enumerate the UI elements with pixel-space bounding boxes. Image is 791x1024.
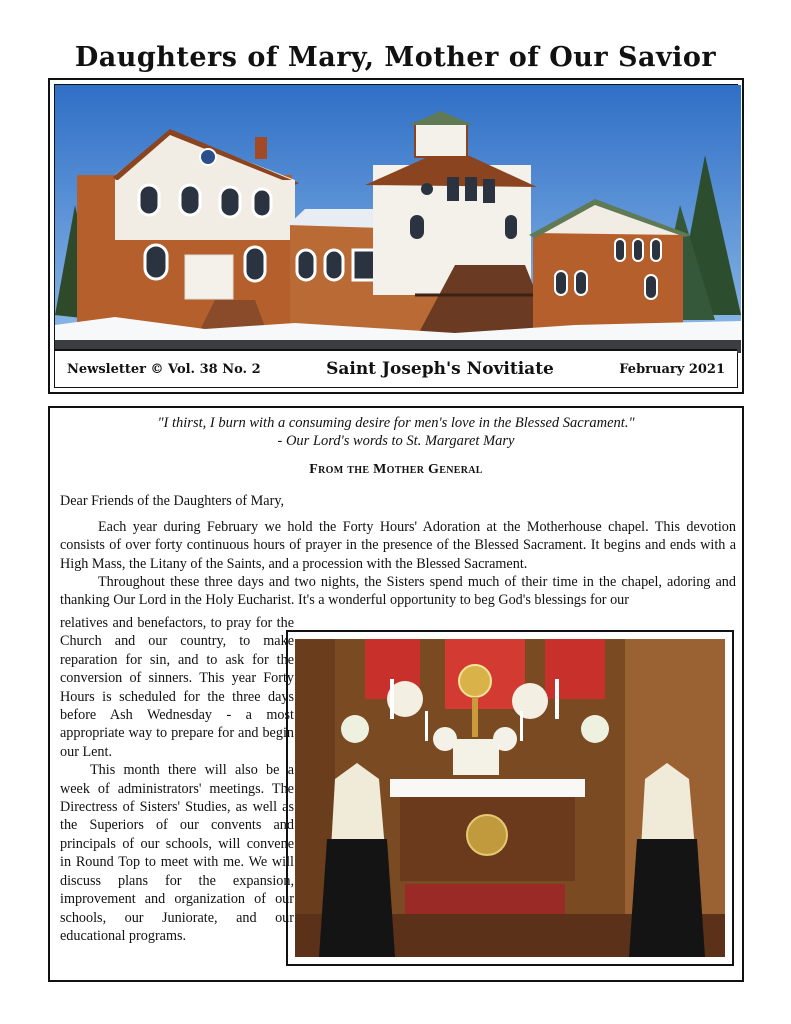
opening-quote: [50, 414, 742, 450]
salutation: Dear Friends of the Daughters of Mary,: [60, 493, 285, 509]
quote-attribution: - Our Lord's words to St. Margaret Mary: [277, 433, 515, 449]
article-box: [48, 406, 744, 982]
novitiate-building-photo: [55, 85, 741, 353]
issue-info-bar: [55, 349, 737, 387]
left-column: [60, 614, 294, 945]
paragraph-1: Each year during February we hold the Forty Hours' Adoration at the Motherhouse chapel. This devotion consists of over forty continuous hours of prayer in the presence of the Blessed Sacrament. It begins and ends with a High Mass, the Litany of the Saints, and a procession with the Blessed Sacrament.: [60, 519, 736, 572]
paragraph-2-continued: relatives and benefactors, to pray for the Church and our country, to make reparation for sin, and to ask for the conversion of sinners. This year Forty Hours is scheduled for the three days before Ash Wednesday - a most appropriate way to prepare for and begin our Lent.: [60, 615, 294, 760]
altar-photo-frame: [286, 630, 734, 966]
quote-text: "I thirst, I burn with a consuming desire for men's love in the Blessed Sacrament.": [157, 415, 635, 431]
cover-photo-frame: [48, 78, 744, 394]
paragraph-3: This month there will also be a week of administrators' meetings. The Directress of Sisters' Studies, as well as the Superiors of our convents and principals of our schools, will convene in Round Top to meet with me. We will discuss plans for the expansion, improvement and organization of our schools, our Juniorate, and our educational programs.: [60, 762, 294, 944]
paragraph-2: Throughout these three days and two nights, the Sisters spend much of their time in the chapel, adoring and thanking Our Lord in the Holy Eucharist. It's a wonderful opportunity to beg God's blessings for our: [60, 574, 736, 609]
newsletter-volume: Newsletter © Vol. 38 No. 2: [67, 361, 261, 377]
masthead-title: Daughters of Mary, Mother of Our Savior: [74, 42, 717, 73]
place-name: Saint Joseph's Novitiate: [326, 359, 554, 379]
issue-date: February 2021: [619, 361, 725, 377]
altar-photo: [295, 639, 725, 957]
article-heading: From the Mother General: [309, 462, 483, 477]
